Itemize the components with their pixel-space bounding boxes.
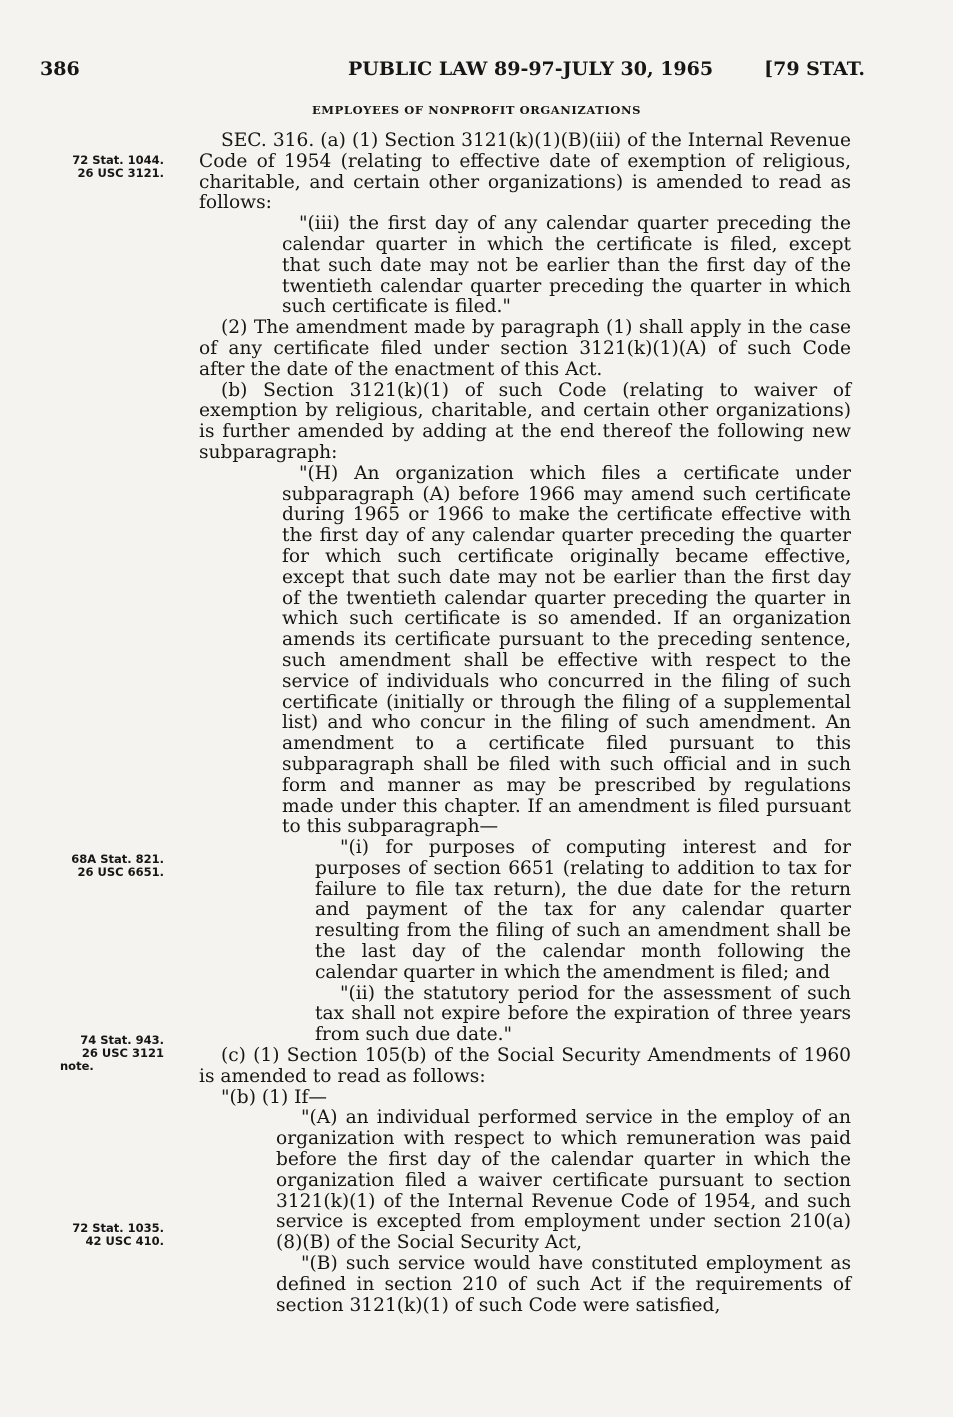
margin-note-line: 72 Stat. 1035. xyxy=(72,1221,164,1235)
margin-note xyxy=(60,1034,164,1073)
paragraph: "(H) An organization which files a certificate under subparagraph (A) before 1966 may amend such certificate during 1965 or 1966 to make the certificate effective with the first day of any calendar quarter preceding the quarter for which such certificate originally became effective, except that such date may not be earlier than the first day of the twentieth calendar quarter preceding the quarter in which such certificate is so amended. If an organization amends its certificate pursuant to the preceding sentence, such amendment shall be effective with respect to the service of individuals who concurred in the filing of such certificate (initially or through the filing of a supplemental list) and who concur in the filing of such amendment. An amendment to a certificate filed pursuant to this subparagraph shall be filed with such official and in such form and manner as may be prescribed by regulations made under this chapter. If an amendment is filed pursuant to this subparagraph— xyxy=(282,462,851,838)
margin-note-line: 26 USC 3121 xyxy=(81,1046,164,1060)
running-title: PUBLIC LAW 89-97-JULY 30, 1965 xyxy=(348,58,714,80)
statute-text xyxy=(199,131,851,1316)
paragraph: SEC. 316. (a) (1) Section 3121(k)(1)(B)(iii) of the Internal Revenue Code of 1954 (relating to effective date of exemption of religious, charitable, and certain other organizations) is amended to read as follows: xyxy=(199,130,851,214)
paragraph: (c) (1) Section 105(b) of the Social Security Amendments of 1960 is amended to read as follows: xyxy=(199,1045,851,1087)
margin-note-line: 42 USC 410. xyxy=(85,1234,164,1248)
paragraph: "(B) such service would have constituted employment as defined in section 210 of such Act if the requirements of section 3121(k)(1) of such Code were satisfied, xyxy=(276,1253,851,1316)
paragraph: (2) The amendment made by paragraph (1) shall apply in the case of any certificate filed under section 3121(k)(1)(A) of such Code after the date of the enactment of this Act. xyxy=(199,317,851,380)
paragraph: "(iii) the first day of any calendar quarter preceding the calendar quarter in which the certificate is filed, except that such date may not be earlier than the first day of the twentieth calendar quarter preceding the quarter in which such certificate is filed." xyxy=(282,213,851,318)
margin-note-line: 74 Stat. 943. xyxy=(80,1033,164,1047)
paragraph: "(b) (1) If— xyxy=(221,1086,327,1108)
margin-note-line: 26 USC 6651. xyxy=(77,865,164,879)
paragraph: "(i) for purposes of computing interest and for purposes of section 6651 (relating to addition to tax for failure to file tax return), the due date for the return and payment of the tax for any calendar quarter resulting from the filing of such an amendment shall be the last day of the calendar month following the calendar quarter in which the amendment is filed; and xyxy=(315,837,851,983)
margin-note-line: note. xyxy=(60,1059,94,1073)
paragraph: "(A) an individual performed service in the employ of an organization with respect to which remuneration was paid before the first day of the calendar quarter in which the organization filed a waiver certificate pursuant to section 3121(k)(1) of the Internal Revenue Code of 1954, and such service is excepted from employment under section 210(a)(8)(B) of the Social Security Act, xyxy=(276,1107,851,1254)
page-number: 386 xyxy=(40,58,80,80)
paragraph: (b) Section 3121(k)(1) of such Code (relating to waiver of exemption by religious, charitable, and certain other organizations) is further amended by adding at the end thereof the following new subparagraph: xyxy=(199,379,851,463)
margin-note-line: 72 Stat. 1044. xyxy=(72,153,164,167)
margin-note xyxy=(60,1222,164,1248)
margin-note-line: 68A Stat. 821. xyxy=(71,852,164,866)
margin-note xyxy=(60,853,164,879)
section-title: EMPLOYEES OF NONPROFIT ORGANIZATIONS xyxy=(311,103,642,117)
margin-note-line: 26 USC 3121. xyxy=(77,166,164,180)
paragraph: "(ii) the statutory period for the assessment of such tax shall not expire before the expiration of three years from such due date." xyxy=(315,982,851,1046)
statute-reference: [79 STAT. xyxy=(764,58,865,80)
margin-note xyxy=(60,154,164,180)
